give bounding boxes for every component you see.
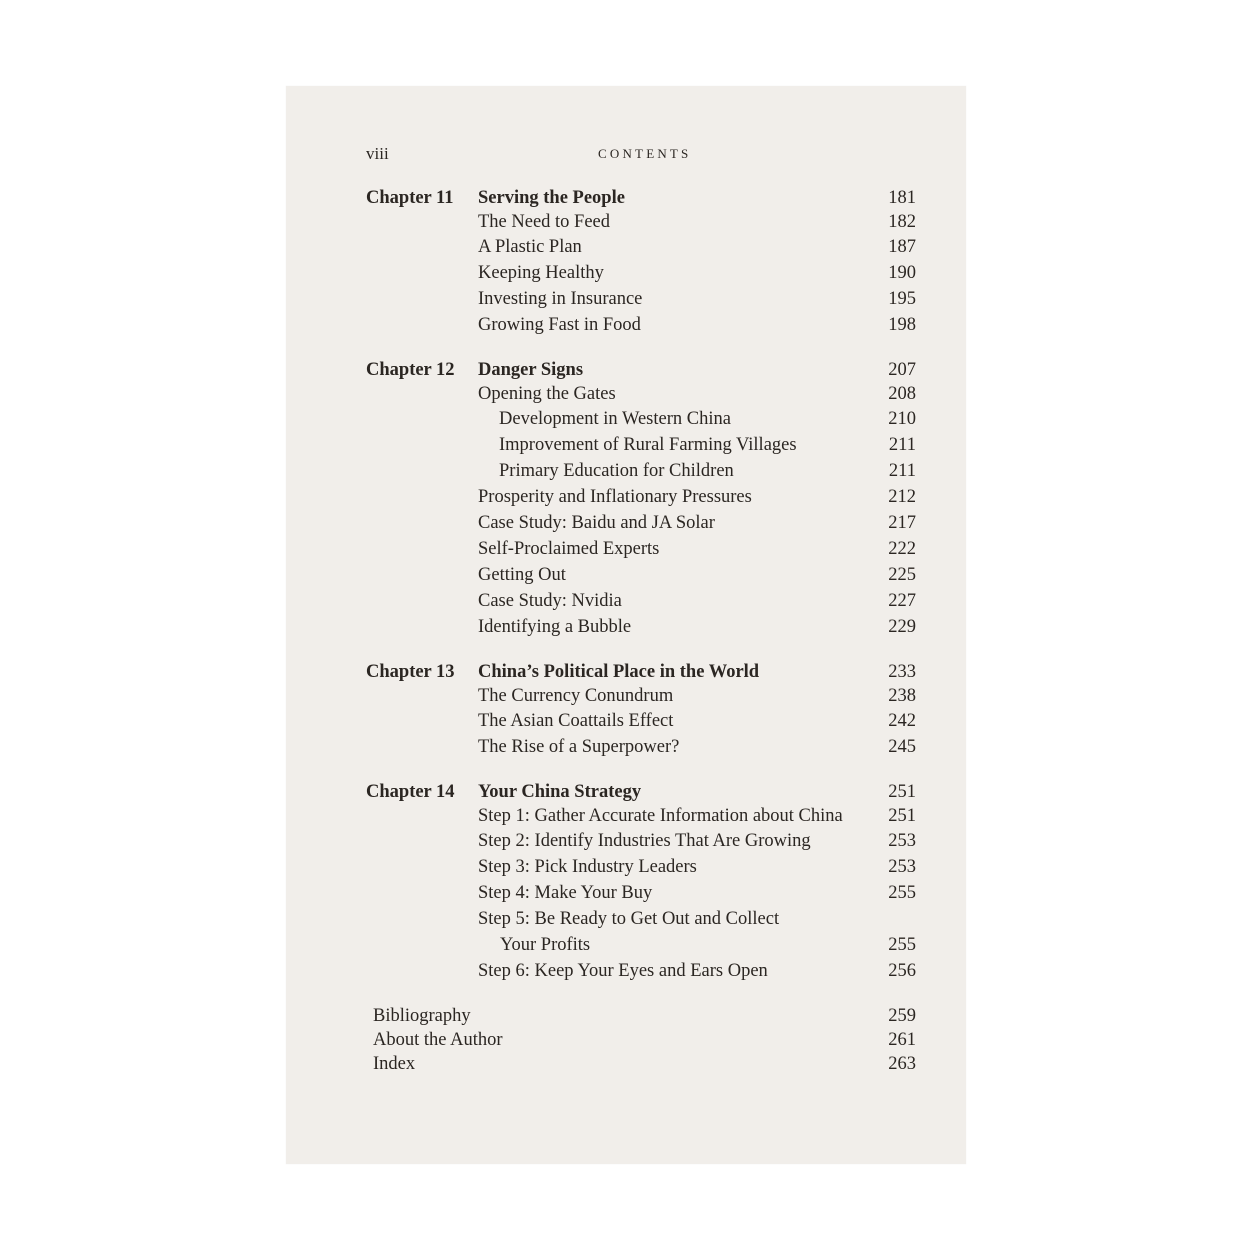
table-of-contents [366, 186, 916, 1076]
entry-title: Primary Education for Children [499, 461, 734, 481]
toc-entry[interactable] [366, 1028, 916, 1052]
chapter-heading[interactable] [366, 660, 916, 684]
toc-entry[interactable] [366, 234, 916, 260]
toc-entry[interactable] [366, 854, 916, 880]
toc-subentry[interactable] [366, 432, 916, 458]
entry-title: Improvement of Rural Farming Villages [499, 435, 797, 455]
page-ref: 212 [888, 487, 916, 507]
chapter-label: Chapter 14 [366, 782, 455, 802]
chapter-label: Chapter 13 [366, 662, 455, 682]
toc-entry[interactable] [366, 880, 916, 906]
toc-entry[interactable] [366, 1004, 916, 1028]
page-ref: 229 [888, 617, 916, 637]
chapter-label: Chapter 12 [366, 360, 455, 380]
page-ref: 207 [888, 360, 916, 380]
page-ref: 211 [888, 461, 916, 481]
book-page [286, 86, 966, 1164]
toc-entry[interactable] [366, 312, 916, 338]
toc-entry[interactable] [366, 684, 916, 708]
chapter-heading[interactable] [366, 358, 916, 382]
page-ref: 256 [888, 961, 916, 981]
toc-entry[interactable] [366, 958, 916, 984]
toc-entry[interactable] [366, 536, 916, 562]
chapter-heading[interactable] [366, 780, 916, 804]
chapter-label: Chapter 11 [366, 188, 454, 208]
chapter-title: Serving the People [478, 188, 625, 208]
back-matter [366, 1004, 916, 1076]
chapter-title: China’s Political Place in the World [478, 662, 760, 682]
entry-title: The Currency Conundrum [478, 686, 674, 706]
toc-entry[interactable] [366, 484, 916, 510]
entry-title: Identifying a Bubble [478, 617, 632, 637]
toc-entry[interactable] [366, 260, 916, 286]
toc-entry[interactable] [366, 210, 916, 234]
page-ref: 190 [888, 263, 916, 283]
toc-entry[interactable] [366, 614, 916, 640]
entry-title: Step 5: Be Ready to Get Out and Collect [478, 909, 780, 929]
entry-title: Opening the Gates [478, 384, 616, 404]
entry-title: Keeping Healthy [478, 263, 604, 283]
entry-title: Step 6: Keep Your Eyes and Ears Open [478, 961, 768, 981]
entry-title: The Rise of a Superpower? [478, 737, 680, 757]
page-ref: 222 [888, 539, 916, 559]
toc-entry[interactable] [366, 382, 916, 406]
entry-title: A Plastic Plan [478, 237, 582, 257]
entry-title: Index [373, 1054, 416, 1074]
page-ref: 255 [888, 935, 916, 955]
chapter-title: Danger Signs [478, 360, 584, 380]
entry-title: The Need to Feed [478, 212, 611, 232]
entry-title: Step 4: Make Your Buy [478, 883, 653, 903]
page-ref: 263 [888, 1054, 916, 1074]
entry-title: Growing Fast in Food [478, 315, 641, 335]
entry-title: Step 3: Pick Industry Leaders [478, 857, 697, 877]
page-ref: 238 [888, 686, 916, 706]
entry-title: Bibliography [373, 1006, 471, 1026]
chapter-11 [366, 186, 916, 338]
entry-title: Case Study: Nvidia [478, 591, 622, 611]
toc-entry[interactable] [366, 562, 916, 588]
entry-title: Case Study: Baidu and JA Solar [478, 513, 715, 533]
page-ref: 251 [888, 806, 916, 826]
page-number: viii [366, 144, 389, 163]
page-ref: 233 [888, 662, 916, 682]
entry-title: Getting Out [478, 565, 566, 585]
running-head: CONTENTS [598, 146, 692, 161]
toc-entry[interactable] [366, 734, 916, 760]
entry-title: Development in Western China [499, 409, 731, 429]
entry-title: The Asian Coattails Effect [478, 711, 674, 731]
entry-title: Step 1: Gather Accurate Information about China [478, 806, 843, 826]
page-ref: 208 [888, 384, 916, 404]
page-ref: 182 [888, 212, 916, 232]
toc-subentry[interactable] [366, 406, 916, 432]
toc-subentry[interactable] [366, 458, 916, 484]
chapter-heading[interactable] [366, 186, 916, 210]
entry-title: About the Author [373, 1030, 503, 1050]
page-ref: 253 [888, 857, 916, 877]
entry-title: Investing in Insurance [478, 289, 643, 309]
page-ref: 210 [888, 409, 916, 429]
page-ref: 227 [888, 591, 916, 611]
entry-title: Step 2: Identify Industries That Are Growing [478, 831, 811, 851]
chapter-12 [366, 358, 916, 640]
page-ref: 261 [888, 1030, 916, 1050]
page-ref: 251 [888, 782, 916, 802]
toc-entry[interactable] [366, 286, 916, 312]
chapter-title: Your China Strategy [478, 782, 642, 802]
page-ref: 181 [888, 188, 916, 208]
toc-entry[interactable] [366, 906, 916, 932]
entry-title: Your Profits [500, 935, 591, 955]
page-ref: 217 [888, 513, 916, 533]
entry-title: Prosperity and Inflationary Pressures [478, 487, 752, 507]
toc-entry[interactable] [366, 708, 916, 734]
page-ref: 259 [888, 1006, 916, 1026]
toc-entry[interactable] [366, 828, 916, 854]
page-ref: 255 [888, 883, 916, 903]
toc-entry[interactable] [366, 510, 916, 536]
page-ref: 198 [888, 315, 916, 335]
chapter-14 [366, 780, 916, 984]
toc-entry[interactable] [366, 588, 916, 614]
page-ref: 195 [888, 289, 916, 309]
page-ref: 225 [888, 565, 916, 585]
page-ref: 245 [888, 737, 916, 757]
page-ref: 211 [888, 435, 916, 455]
page-ref: 253 [888, 831, 916, 851]
toc-entry-continuation[interactable] [366, 932, 916, 958]
page-ref: 187 [888, 237, 916, 257]
toc-entry[interactable] [366, 1052, 916, 1076]
entry-title: Self-Proclaimed Experts [478, 539, 660, 559]
page-ref: 242 [888, 711, 916, 731]
toc-entry[interactable] [366, 804, 916, 828]
chapter-13 [366, 660, 916, 760]
